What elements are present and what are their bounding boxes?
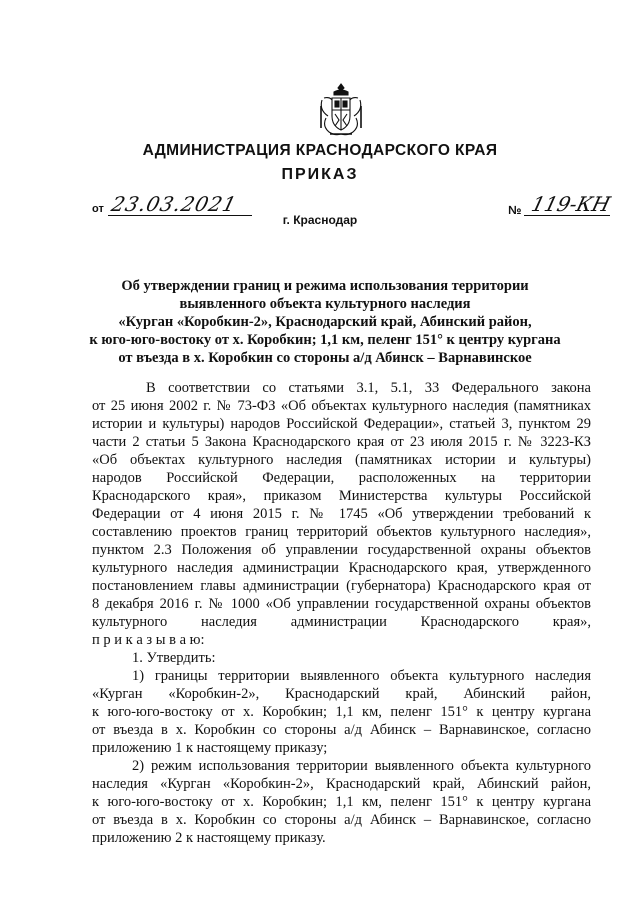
body-line: Федерации от 4 июня 2015 г. № 1745 «Об утверждении требований к — [92, 506, 591, 522]
subject-line: от въезда в х. Коробкин со стороны а/д Абинск – Варнавинское — [118, 350, 532, 366]
date-label: от — [92, 203, 104, 215]
city-name: г. Краснодар — [282, 213, 358, 227]
document-type-title: ПРИКАЗ — [281, 166, 359, 183]
body-line: культурного наследия администрации Краснодарского края», — [92, 614, 591, 630]
subject-line: «Курган «Коробкин-2», Краснодарский край, Абинский район, — [118, 314, 532, 330]
body-line: приложению 2 к настоящему приказу. — [92, 830, 326, 846]
body-line: «Курган «Коробкин-2», Краснодарский край, Абинский район, — [92, 686, 591, 702]
body-line: истории и культуры) народов Российской Федерации», статьей 3, пунктом 29 — [92, 416, 591, 432]
body-line: культурного наследия администрации Краснодарского края, утвержденного — [92, 560, 591, 576]
body-line: 2) режим использования территории выявленного объекта культурного — [132, 758, 591, 774]
body-line: п р и к а з ы в а ю: — [92, 632, 205, 648]
order-body — [92, 379, 591, 847]
body-line: Краснодарского края», приказом Министерства культуры Российской — [92, 488, 591, 504]
body-line: части 2 статьи 5 Закона Краснодарского края от 23 июля 2015 г. № 3223-КЗ — [92, 434, 591, 450]
body-line: народов Российской Федерации, расположенных на территории — [92, 470, 591, 486]
handwritten-date: 23.03.2021 — [109, 192, 240, 216]
body-line: к юго-юго-востоку от х. Коробкин; 1,1 км, пеленг 151° к центру кургана — [92, 704, 591, 720]
subject-line: Об утверждении границ и режима использования территории — [121, 278, 529, 294]
body-line: В соответствии со статьями 3.1, 5.1, 33 Федерального закона — [146, 380, 591, 396]
body-line: приложению 1 к настоящему приказу; — [92, 740, 328, 756]
body-line: от 25 июня 2002 г. № 73-ФЗ «Об объектах культурного наследия (памятниках — [92, 398, 591, 414]
number-label: № — [508, 203, 522, 217]
body-line: 1) границы территории выявленного объекта культурного наследия — [132, 668, 591, 684]
body-line: «Об объектах культурного наследия (памятниках истории и культуры) — [92, 452, 591, 468]
body-line: постановлением главы администрации (губернатора) Краснодарского края от — [92, 578, 591, 594]
coat-of-arms-icon — [318, 82, 364, 138]
body-line: наследия «Курган «Коробкин-2», Краснодарский край, Абинский район, — [92, 776, 591, 792]
body-line: к юго-юго-востоку от х. Коробкин; 1,1 км, пеленг 151° к центру кургана — [92, 794, 591, 810]
subject-line: к юго-юго-востоку от х. Коробкин; 1,1 км, пеленг 151° к центру кургана — [89, 332, 561, 348]
order-subject — [80, 277, 570, 367]
body-line: составлению проектов границ территорий объектов культурного наследия», — [92, 524, 591, 540]
body-line: 1. Утвердить: — [132, 650, 216, 666]
subject-line: выявленного объекта культурного наследия — [179, 296, 471, 312]
organization-title: АДМИНИСТРАЦИЯ КРАСНОДАРСКОГО КРАЯ — [142, 142, 498, 159]
handwritten-number: 119-КН — [529, 192, 613, 216]
body-line: 8 декабря 2016 г. № 1000 «Об управлении государственной охраны объектов — [92, 596, 591, 612]
body-line: от въезда в х. Коробкин со стороны а/д Абинск – Варнавинское, согласно — [92, 812, 591, 828]
body-line: от въезда в х. Коробкин со стороны а/д Абинск – Варнавинское, согласно — [92, 722, 591, 738]
body-line: пунктом 2.3 Положения об управлении государственной охраны объектов — [92, 542, 591, 558]
